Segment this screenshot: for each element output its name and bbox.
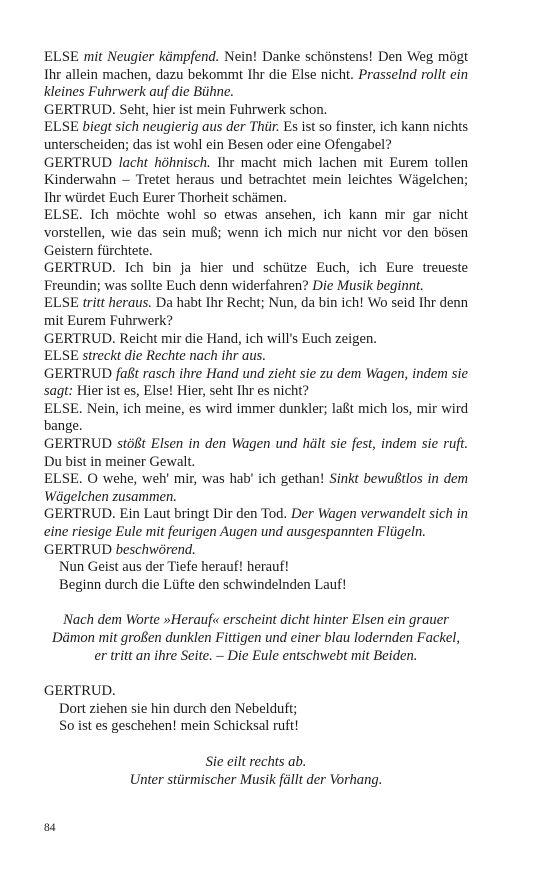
speaker: GERTRUD [44,541,113,558]
dialogue-line [44,401,468,436]
speaker: GERTRUD. [44,506,116,523]
dialogue-line [44,436,468,471]
dialogue-line [44,207,468,260]
play-text [44,49,468,789]
verse-line: Nun Geist aus der Tiefe herauf! herauf! [59,559,290,576]
stage-direction: lacht höhnisch. [118,154,211,171]
stage-direction-line: Nach dem Worte »Herauf« erscheint dicht hinter Elsen ein grauer [63,612,449,629]
dialogue-line [44,102,468,120]
speech: Nein, ich meine, es wird immer dunkler; laßt mich los, mir wird bange. [44,400,468,435]
dialogue-line [44,471,468,506]
dialogue-line [44,506,468,541]
speech: Ein Laut bringt Dir den Tod. [119,506,288,523]
speech: Ihr macht mich lachen mit Eurem tollen Kinderwahn – Tretet heraus und betrachtet mein leichtes Wägelchen; Ihr würdet Euch Eurer Thorheit schämen. [44,154,468,206]
speech: Es ist so finster, ich kann nichts unterscheiden; das ist wohl ein Besen oder eine Ofengabel? [44,119,468,153]
stage-direction: tritt heraus. [82,295,152,312]
speech: O wehe, weh' mir, was hab' ich gethan! [87,471,325,488]
speaker: ELSE. [44,471,83,488]
dialogue-line [44,155,468,208]
dialogue-line [44,49,468,102]
speech: Ich möchte wohl so etwas ansehen, ich kann mir gar nicht vorstellen, wie das sein muß; wenn ich mich nur nicht vor den bösen Geistern fürchtete. [44,207,468,259]
speech: Ich bin ja hier und schütze Euch, ich Eure treueste Freundin; was sollte Euch denn widerfahren? [44,260,468,294]
stage-direction-line: Dämon mit großen dunklen Fittigen und einer blau lodernden Fackel, [52,630,460,646]
speaker: ELSE [44,49,79,65]
stage-direction: faßt rasch ihre Hand und zieht sie zu dem Wagen, indem sie sagt: [44,365,468,400]
speech: Nein! Danke schönstens! Den Weg mögt Ihr allein machen, dazu bekommt Ihr die Else nicht. [44,49,468,83]
dialogue-line [44,348,468,366]
verse-line: Dort ziehen sie hin durch den Nebelduft; [59,700,298,717]
verse-incantation [44,559,468,594]
dialogue-line [44,542,468,560]
stage-direction-block [44,612,468,665]
speech: Reicht mir die Hand, ich will's Euch zeigen. [119,330,377,347]
stage-direction: Der Wagen verwandelt sich in eine riesige Eule mit feurigen Augen und ausgespannten Flügeln. [44,506,468,541]
verse-line: So ist es geschehen! mein Schicksal ruft! [59,718,299,735]
speaker: GERTRUD. [44,101,116,118]
stage-direction: stößt Elsen in den Wagen und hält sie fest, indem sie ruft. [117,436,468,453]
speech: Du bist in meiner Gewalt. [44,453,196,470]
dialogue-line [44,366,468,401]
stage-direction: mit Neugier kämpfend. [83,49,220,65]
stage-direction: streckt die Rechte nach ihr aus. [82,348,266,365]
dialogue-line [44,119,468,154]
dialogue-line [44,331,468,349]
page-number: 84 [44,822,56,834]
speaker: GERTRUD [44,154,113,171]
stage-direction-line: Unter stürmischer Musik fällt der Vorhang. [129,771,383,788]
speaker: GERTRUD [44,436,113,453]
speaker: GERTRUD [44,365,113,382]
speaker: GERTRUD. [44,683,116,700]
verse-line: Beginn durch die Lüfte den schwindelnden Lauf! [59,576,347,593]
stage-direction: Prasselnd rollt ein kleines Fuhrwerk auf die Bühne. [44,66,468,101]
dialogue-line [44,260,468,295]
verse-closing [44,701,468,736]
stage-direction-line: Sie eilt rechts ab. [205,753,307,770]
speaker: ELSE [44,348,79,365]
dialogue-line [44,295,468,330]
speech: Hier ist es, Else! Hier, seht Ihr es nicht? [76,383,309,400]
speech: Da habt Ihr Recht; Nun, da bin ich! Wo seid Ihr denn mit Eurem Fuhrwerk? [44,295,469,329]
stage-direction: beschwörend. [115,541,196,558]
speech: Seht, hier ist mein Fuhrwerk schon. [119,101,328,118]
speaker: GERTRUD. [44,260,116,277]
stage-direction: Die Musik beginnt. [312,277,424,294]
speaker: ELSE [44,295,79,312]
final-stage-direction [44,754,468,789]
stage-direction: Sinkt bewußtlos in dem Wägelchen zusammen. [44,471,469,505]
stage-direction-line: er tritt an ihre Seite. – Die Eule entschwebt mit Beiden. [94,647,418,664]
speaker: ELSE. [44,400,83,417]
speaker: ELSE. [44,207,83,224]
stage-direction: biegt sich neugierig aus der Thür. [82,119,280,136]
speaker: GERTRUD. [44,330,116,347]
speaker: ELSE [44,119,79,136]
